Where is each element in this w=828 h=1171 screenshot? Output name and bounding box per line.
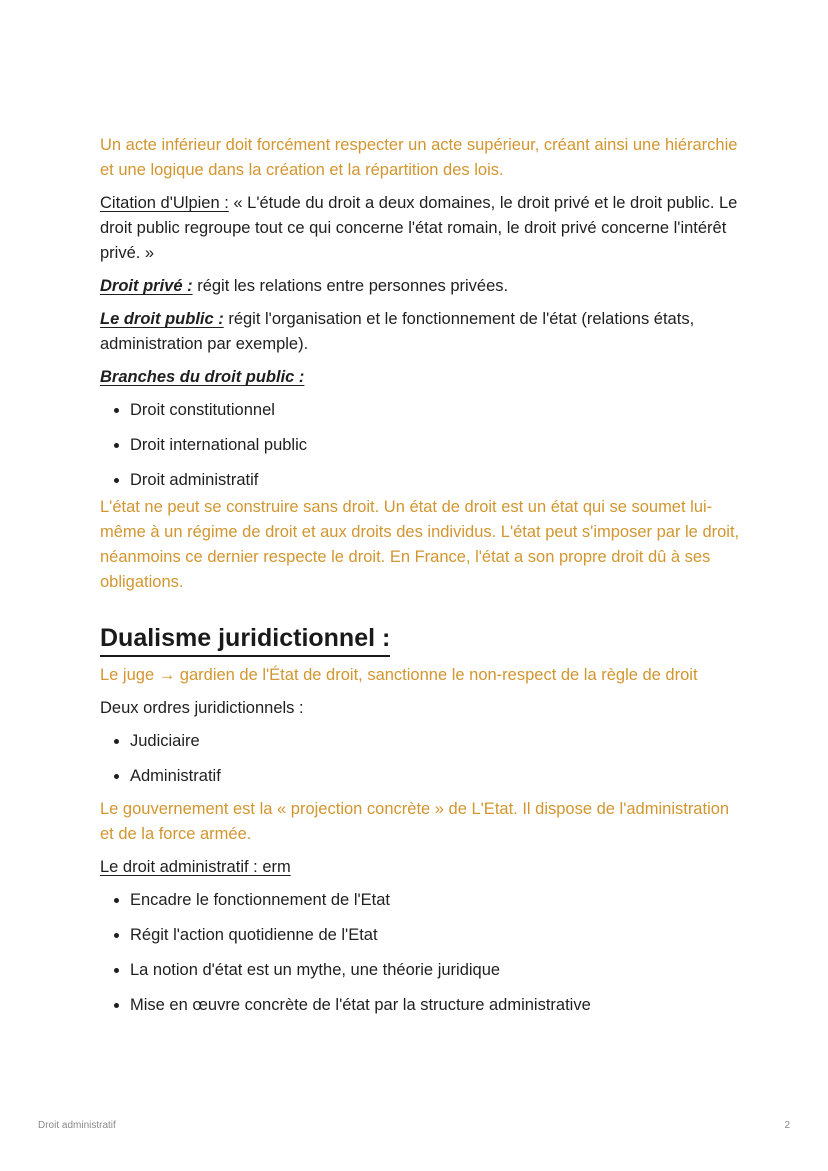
droit-public-text: régit l'organisation et le fonctionnement de l'état (relations états, administration par exemple). xyxy=(100,310,695,353)
list-item: • Droit administratif xyxy=(130,468,740,493)
juge-paragraph: Le juge → gardien de l'État de droit, sanctionne le non-respect de la règle de droit xyxy=(100,666,698,684)
list-item: • Administratif xyxy=(130,764,740,789)
citation-text: « L'étude du droit a deux domaines, le droit privé et le droit public. Le droit public regroupe tout ce qui concerne l'état romain, le droit privé concerne l'intérêt privé. » xyxy=(100,194,738,262)
droit-public-label: Le droit public : xyxy=(100,310,224,328)
list-item: • Encadre le fonctionnement de l'Etat xyxy=(130,888,740,913)
list-item: • Régit l'action quotidienne de l'Etat xyxy=(130,923,740,948)
list-item: • Droit international public xyxy=(130,433,740,458)
gouvernement-paragraph: Le gouvernement est la « projection concrète » de L'Etat. Il dispose de l'administration et de la force armée. xyxy=(100,800,730,843)
section-heading: Dualisme juridictionnel : xyxy=(100,621,390,657)
page-content xyxy=(100,133,740,1028)
citation-label: Citation d'Ulpien : xyxy=(100,194,229,212)
branches-list xyxy=(100,398,740,493)
list-item: • La notion d'état est un mythe, une théorie juridique xyxy=(130,958,740,983)
branches-heading xyxy=(100,365,740,390)
list-item: • Mise en œuvre concrète de l'état par la structure administrative xyxy=(130,993,740,1018)
droit-admin-heading xyxy=(100,855,740,880)
branches-label: Branches du droit public : xyxy=(100,368,305,386)
page-number: 2 xyxy=(784,1120,790,1131)
droit-prive-paragraph xyxy=(100,274,740,299)
droit-admin-list xyxy=(100,888,740,1018)
intro-paragraph: Un acte inférieur doit forcément respecter un acte supérieur, créant ainsi une hiérarchie et une logique dans la création et la répartition des lois. xyxy=(100,136,738,179)
list-item: • Droit constitutionnel xyxy=(130,398,740,423)
list-item: • Judiciaire xyxy=(130,729,740,754)
etat-paragraph: L'état ne peut se construire sans droit. Un état de droit est un état qui se soumet lui-même à un régime de droit et aux droits des individus. L'état peut s'imposer par le droit, néanmoins ce dernier respecte le droit. En France, l'état a son propre droit dû à ses obligations. xyxy=(100,498,740,591)
citation-paragraph xyxy=(100,191,740,266)
ordres-list xyxy=(100,729,740,789)
droit-public-paragraph xyxy=(100,307,740,357)
droit-prive-text: régit les relations entre personnes privées. xyxy=(192,277,509,295)
ordres-label: Deux ordres juridictionnels : xyxy=(100,699,304,717)
droit-admin-label: Le droit administratif : erm xyxy=(100,858,291,876)
footer-title: Droit administratif xyxy=(38,1120,116,1131)
droit-prive-label: Droit privé : xyxy=(100,277,193,295)
